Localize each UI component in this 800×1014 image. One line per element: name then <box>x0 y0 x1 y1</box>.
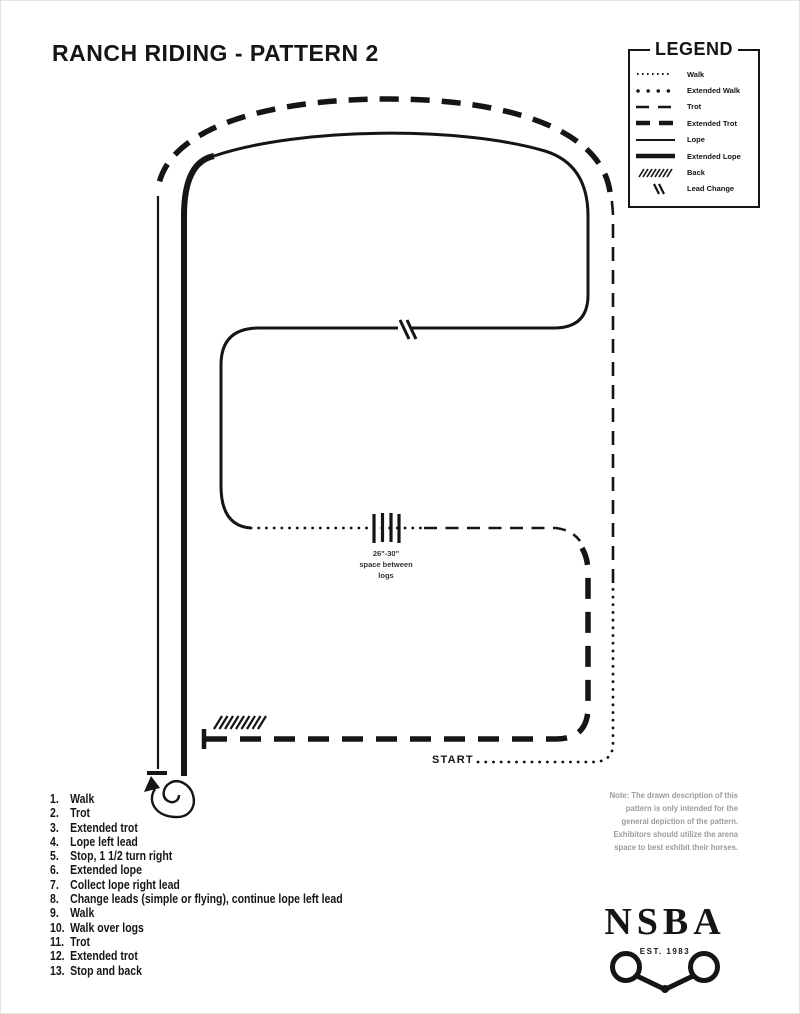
list-item: 7. Collect lope right lead <box>50 877 180 892</box>
page-title: RANCH RIDING - PATTERN 2 <box>52 40 379 66</box>
list-item: 8. Change leads (simple or flying), continue lope left lead <box>50 892 343 907</box>
extended-trot-line-icon <box>635 117 679 129</box>
turn-arrowhead <box>144 776 160 792</box>
legend-box <box>628 39 760 208</box>
legend-label: Extended Walk <box>687 86 741 96</box>
nsba-est-label: EST. 1983 <box>639 947 691 956</box>
legend-row-back <box>630 164 758 180</box>
legend-row-trot <box>630 99 758 115</box>
legend-label: Walk <box>687 69 705 79</box>
list-item: 1. Walk <box>50 792 95 806</box>
legend-label: Trot <box>687 102 702 112</box>
logs-spacing-note: 26"-30" space between logs <box>359 549 413 580</box>
walk-line-icon <box>635 68 679 80</box>
trot-mid-path <box>424 528 580 541</box>
legend-label: Back <box>687 168 705 178</box>
legend-label: Lope <box>687 135 705 145</box>
back-hatch-marks <box>214 716 266 729</box>
extended-lope-line-icon <box>635 150 679 162</box>
legend-label: Extended Lope <box>687 151 741 161</box>
lope-collect-path-a <box>214 133 588 328</box>
trot-line-icon <box>635 101 679 113</box>
walk-start-path <box>478 584 613 762</box>
list-item: 4. Lope left lead <box>50 834 138 849</box>
legend-row-lope <box>630 132 758 148</box>
disclaimer-note: Note: The drawn description of this pattern is only intended for the general depiction of the pattern. Exhibitors should utilize the arena space to best exhibit their horses. <box>609 790 738 852</box>
legend-row-extended-walk <box>630 82 758 98</box>
extended-lope-path <box>184 156 214 776</box>
start-label: START <box>432 754 474 766</box>
legend-title: LEGEND <box>650 39 738 60</box>
list-item: 2. Trot <box>50 806 90 821</box>
extended-trot-top-path <box>158 99 610 192</box>
list-item: 12. Extended trot <box>50 949 138 964</box>
list-item: 5. Stop, 1 1/2 turn right <box>50 849 173 864</box>
list-item: 3. Extended trot <box>50 820 138 835</box>
list-item: 9. Walk <box>50 906 95 921</box>
legend-label: Lead Change <box>687 184 735 194</box>
snaffle-bit-icon <box>613 954 718 994</box>
legend-row-lead-change <box>630 181 758 197</box>
back-hatch-icon <box>635 167 679 179</box>
lope-collect-path-b <box>221 328 398 528</box>
trot-right-path <box>611 195 613 583</box>
legend-row-walk <box>630 66 758 82</box>
legend-row-extended-lope <box>630 148 758 164</box>
instruction-list <box>50 792 343 978</box>
list-item: 6. Extended lope <box>50 863 142 878</box>
extended-walk-line-icon <box>635 85 679 97</box>
lead-change-icon <box>635 183 679 195</box>
lope-line-icon <box>635 134 679 146</box>
logs-marks <box>374 513 399 543</box>
list-item: 11. Trot <box>50 934 90 949</box>
list-item: 10. Walk over logs <box>50 920 144 935</box>
legend-row-extended-trot <box>630 115 758 131</box>
list-item: 13. Stop and back <box>50 963 142 978</box>
nsba-logo: NSBA <box>604 901 726 943</box>
legend-label: Extended Trot <box>687 118 738 128</box>
